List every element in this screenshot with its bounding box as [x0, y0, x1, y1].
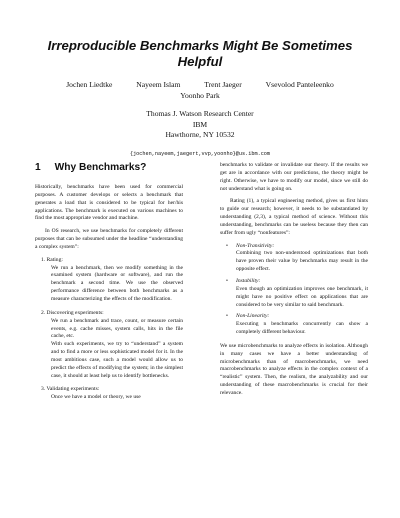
author-name: Jochen Liedtke: [66, 80, 113, 89]
paragraph: Rating (1), a typical engineering method, gives us first hints to guide our research; however, it needs to be substantiated by understanding (2,3), a typical method of science. Without this understanding, benchmarks can be useless because they then can suffer from ugly “nonfeatures”:: [220, 198, 368, 236]
affiliation-line: IBM: [192, 119, 208, 129]
left-column: [35, 162, 183, 408]
list-item-text: We run a benchmark and trace, count, or measure certain events, e.g. cache misses, system calls, hits in the file cache, etc.: [51, 317, 183, 340]
author-name: Yoonho Park: [180, 91, 220, 100]
section-number: 1: [35, 162, 41, 173]
paragraph: Historically, benchmarks have been used for commercial purposes. A customer develops or selects a benchmark that generates a load that is considered to be typical for her/his applications. The benchmark is executed on various machines to find the most appropriate vendor and machine.: [35, 184, 183, 222]
bullet-heading: Non-Linearity:: [236, 313, 270, 320]
paragraph: In OS research, we use benchmarks for completely different purposes that can be subsumed under the headline “understanding a complex system”:: [35, 228, 183, 250]
affiliation-line: Hawthorne, NY 10532: [165, 130, 235, 139]
author-list: [40, 79, 360, 101]
bullet-heading: Instability:: [236, 277, 261, 284]
author-name: Trent Jaeger: [204, 80, 242, 89]
paragraph: We use microbenchmarks to analyze effects in isolation. Although in many cases we have a better understanding of microbenchmarks than of macrobenchmarks, we need macrobenchmarks to analyze effects in the complex context of a “realistic” system. Then, the realism, the analyzability and our understanding of these macrobenchmarks is crucial for their relevance.: [220, 342, 368, 396]
affiliation-line: Thomas J. Watson Research Center: [146, 109, 254, 118]
list-item-label: 2. Discovering experiments:: [41, 309, 104, 316]
bullet-icon: •: [226, 313, 228, 320]
bullet-item: [220, 278, 368, 309]
paragraph: benchmarks to validate or invalidate our theory. If the results we get are in accordance with our predictions, the theory might be right. Otherwise, we have to modify our model, since we still do not understand what is going on.: [220, 162, 368, 192]
list-item-text: With such experiments, we try to “understand” a system and to find a more or less sophisticated model for it. In the most ambitious case, such a model would allow us to predict the effects of modifying the system; in the simplest case, it should at least help us to identify bottlenecks.: [51, 341, 183, 379]
section-heading: [35, 162, 183, 174]
list-item-text: Once we have a model or theory, we use: [51, 394, 141, 401]
affiliation: [60, 109, 340, 141]
bullet-icon: •: [226, 277, 228, 284]
nonfeature-list: [220, 243, 368, 337]
paper-title: Irreproducible Benchmarks Might Be Sometimes Helpful: [47, 38, 353, 69]
bullet-item: [220, 243, 368, 274]
author-emails: {jochen,nayeem,jaegert,vvp,yoonho}@us.ibm.com: [129, 151, 271, 157]
purpose-list: [35, 257, 183, 402]
bullet-text: Executing n benchmarks concurrently can show a completely different behaviour.: [236, 321, 368, 336]
bullet-icon: •: [226, 242, 228, 249]
author-name: Nayeem Islam: [136, 80, 181, 89]
list-item: [35, 386, 183, 402]
bullet-text: Even though an optimization improves one benchmark, it might have no positive effect on applications that are considered to be very similar to said benchmark.: [236, 285, 368, 308]
author-name: Vsevolod Panteleenko: [265, 80, 334, 89]
authors-row-1: [40, 79, 360, 90]
list-item-label: 3. Validating experiments:: [41, 386, 100, 393]
list-item: [35, 310, 183, 381]
bullet-item: [220, 313, 368, 337]
list-item-text: We run a benchmark, then we modify something in the examined system (hardware or software), and run the benchmark a second time. We use the observed performance difference between both benchmarks as a measure characterizing the effects of the modification.: [51, 264, 183, 302]
list-item-label: 1. Rating:: [41, 256, 63, 263]
section-title: Why Benchmarks?: [54, 162, 147, 173]
bullet-text: Combining two non-understood optimizations that both have proven their value by benchmarks may result in the opposite effect.: [236, 250, 368, 273]
list-item: [35, 257, 183, 304]
bullet-heading: Non-Transitivity:: [236, 242, 275, 249]
right-column: [220, 162, 368, 403]
